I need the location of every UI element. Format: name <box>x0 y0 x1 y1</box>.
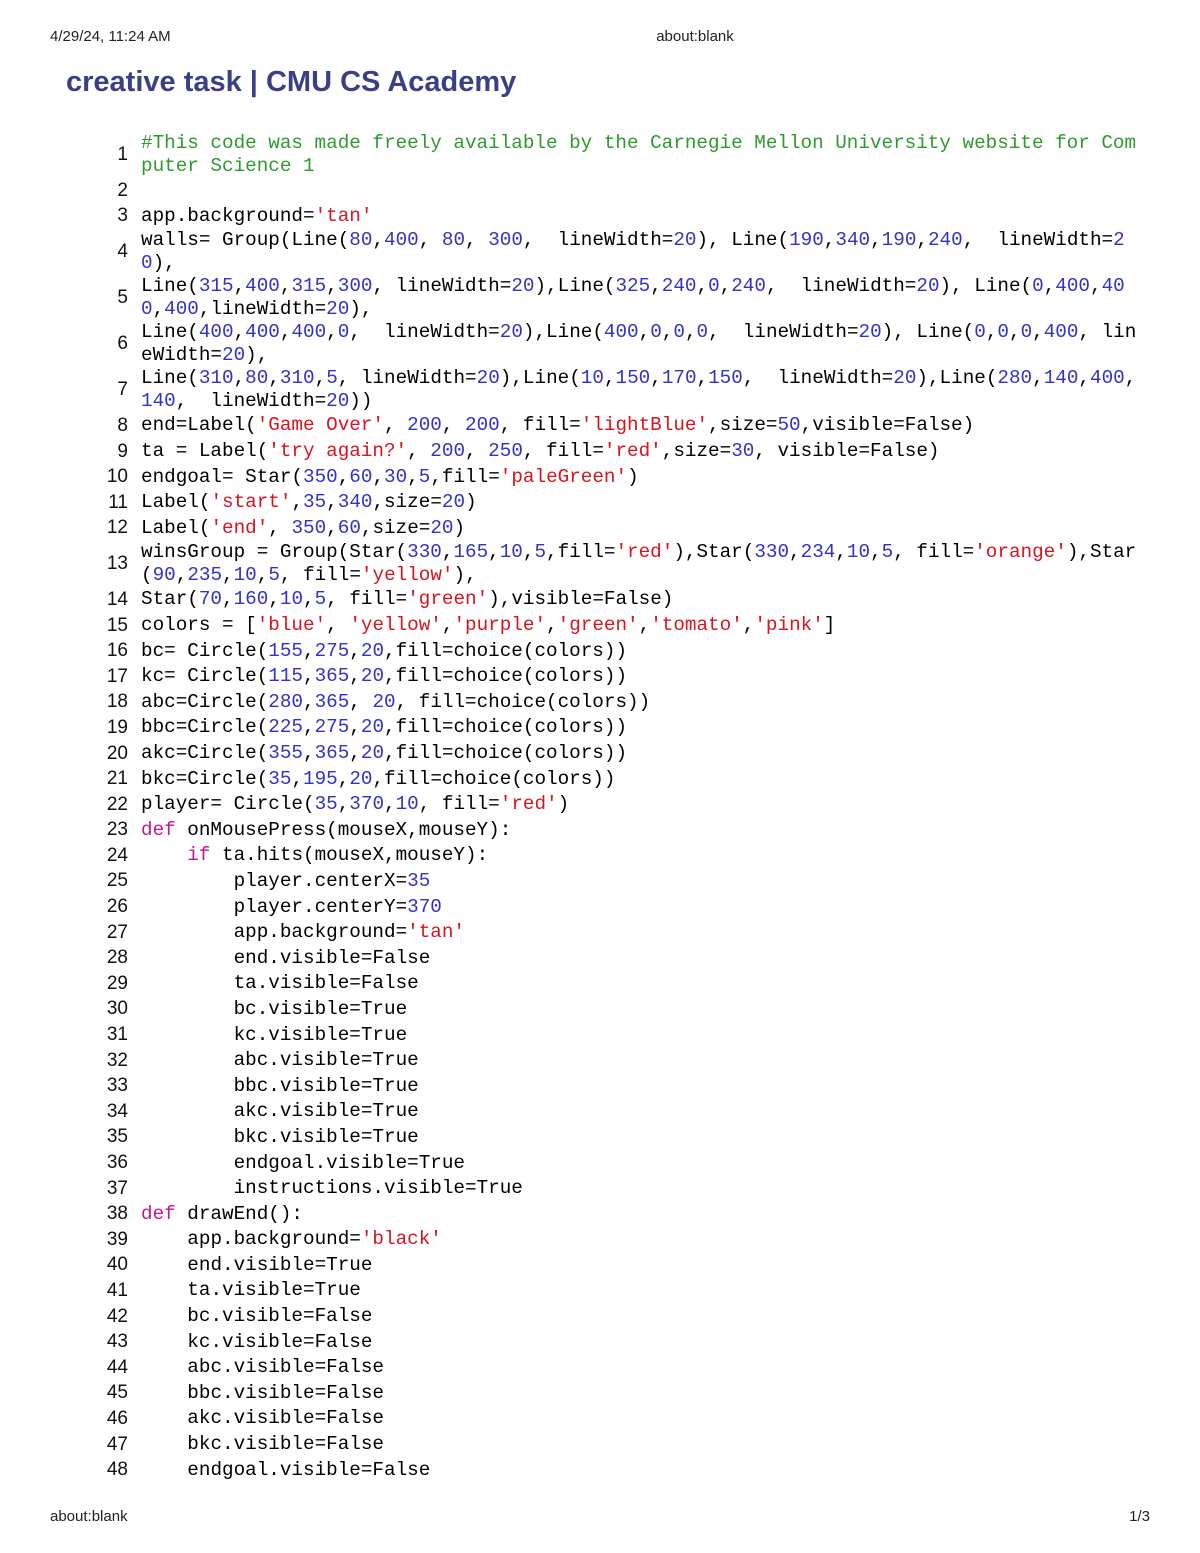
code-line <box>94 229 1140 275</box>
code-line <box>94 945 1140 971</box>
code-line <box>94 971 1140 997</box>
line-number: 11 <box>108 491 128 513</box>
line-number: 14 <box>106 588 128 610</box>
code-line <box>94 818 1140 844</box>
print-url-footer: about:blank <box>50 1508 128 1525</box>
code-line <box>94 321 1140 367</box>
code-text: winsGroup = Group(Star(330,165,10,5,fill='red'),Star(330,234,10,5, fill='orange'),Star(90,235,10,5, fill='yellow'), <box>141 541 1137 587</box>
code-line <box>94 715 1140 741</box>
line-number: 9 <box>117 440 128 462</box>
code-line <box>94 613 1140 639</box>
code-line <box>94 1022 1140 1048</box>
code-line <box>94 439 1140 465</box>
code-text: instructions.visible=True <box>141 1177 523 1200</box>
line-number: 13 <box>106 553 128 575</box>
page-number: 1/3 <box>1129 1508 1150 1525</box>
line-number: 24 <box>106 844 128 866</box>
line-number: 36 <box>106 1152 128 1174</box>
code-text: player.centerX=35 <box>141 869 431 892</box>
line-number: 30 <box>106 998 128 1020</box>
code-text: player.centerY=370 <box>141 895 442 918</box>
code-line <box>94 664 1140 690</box>
line-number: 42 <box>106 1305 128 1327</box>
code-line <box>94 587 1140 613</box>
code-text: Line(315,400,315,300, lineWidth=20),Line(325,240,0,240, lineWidth=20), Line(0,400,400,400,lineWidth=20), <box>141 275 1125 321</box>
code-text: Label('start',35,340,size=20) <box>141 491 477 514</box>
line-number: 29 <box>106 972 128 994</box>
code-text: bc.visible=True <box>141 997 408 1020</box>
line-number: 26 <box>106 896 128 918</box>
code-line <box>94 1125 1140 1151</box>
code-line <box>94 869 1140 895</box>
code-line <box>94 204 1140 230</box>
code-line <box>94 1073 1140 1099</box>
code-text: bkc.visible=True <box>141 1125 419 1148</box>
code-line <box>94 766 1140 792</box>
code-line <box>94 792 1140 818</box>
code-line <box>94 1432 1140 1458</box>
code-text: end=Label('Game Over', 200, 200, fill='lightBlue',size=50,visible=False) <box>141 414 975 437</box>
code-text: bc.visible=False <box>141 1305 373 1328</box>
code-text: abc=Circle(280,365, 20, fill=choice(colors)) <box>141 690 651 713</box>
code-line <box>94 920 1140 946</box>
code-text: if ta.hits(mouseX,mouseY): <box>187 844 489 867</box>
code-text: bbc.visible=True <box>141 1074 419 1097</box>
line-number: 33 <box>106 1075 128 1097</box>
line-number: 5 <box>117 287 128 309</box>
code-text: player= Circle(35,370,10, fill='red') <box>141 793 570 816</box>
code-line <box>94 1227 1140 1253</box>
code-text: abc.visible=False <box>141 1356 384 1379</box>
code-text: kc.visible=False <box>141 1330 373 1353</box>
code-text: endgoal.visible=False <box>141 1458 431 1481</box>
code-text: bkc.visible=False <box>141 1433 384 1456</box>
line-number: 31 <box>106 1024 128 1046</box>
code-line <box>94 1099 1140 1125</box>
code-line <box>94 275 1140 321</box>
code-text: ta.visible=False <box>141 972 419 995</box>
line-number: 20 <box>106 742 128 764</box>
line-number: 23 <box>106 819 128 841</box>
code-text: #This code was made freely available by the Carnegie Mellon University website for Computer Science 1 <box>141 132 1137 177</box>
code-listing <box>94 132 1140 1483</box>
code-line <box>94 1176 1140 1202</box>
code-text: Line(310,80,310,5, lineWidth=20),Line(10,150,170,150, lineWidth=20),Line(280,140,400,140, lineWidth=20)) <box>141 367 1137 413</box>
line-number: 17 <box>106 665 128 687</box>
line-number: 25 <box>106 870 128 892</box>
code-line <box>94 464 1140 490</box>
code-text: akc=Circle(355,365,20,fill=choice(colors)) <box>141 742 628 765</box>
line-number: 38 <box>106 1203 128 1225</box>
line-number: 3 <box>117 205 128 227</box>
code-line <box>94 1304 1140 1330</box>
line-number: 16 <box>106 640 128 662</box>
line-number: 27 <box>106 921 128 943</box>
code-text: abc.visible=True <box>141 1049 419 1072</box>
line-number: 47 <box>106 1433 128 1455</box>
code-line <box>94 1406 1140 1432</box>
line-number: 48 <box>106 1459 128 1481</box>
code-text: app.background='tan' <box>141 921 465 944</box>
code-line <box>94 1329 1140 1355</box>
line-number: 22 <box>106 793 128 815</box>
code-text: app.background='black' <box>141 1228 442 1251</box>
code-line <box>94 997 1140 1023</box>
code-text: kc= Circle(115,365,20,fill=choice(colors)) <box>141 665 628 688</box>
code-line <box>94 843 1140 869</box>
code-text: colors = ['blue', 'yellow','purple','green','tomato','pink'] <box>141 614 836 637</box>
code-text: walls= Group(Line(80,400, 80, 300, lineWidth=20), Line(190,340,190,240, lineWidth=20), <box>141 229 1125 275</box>
code-line <box>94 1457 1140 1483</box>
code-line <box>94 541 1140 587</box>
line-number: 46 <box>106 1407 128 1429</box>
code-text: akc.visible=True <box>141 1100 419 1123</box>
code-line <box>94 1278 1140 1304</box>
line-number: 18 <box>106 691 128 713</box>
line-number: 45 <box>106 1382 128 1404</box>
line-number: 35 <box>106 1126 128 1148</box>
code-text: end.visible=False <box>141 946 431 969</box>
line-number: 15 <box>106 614 128 636</box>
line-number: 12 <box>106 517 128 539</box>
line-number: 40 <box>106 1254 128 1276</box>
code-line <box>94 638 1140 664</box>
line-number: 43 <box>106 1331 128 1353</box>
line-number: 44 <box>106 1356 128 1378</box>
code-line <box>94 178 1140 204</box>
code-text: endgoal.visible=True <box>141 1151 465 1174</box>
code-line <box>94 1150 1140 1176</box>
code-text: akc.visible=False <box>141 1407 384 1430</box>
line-number: 34 <box>106 1100 128 1122</box>
code-text: bkc=Circle(35,195,20,fill=choice(colors)) <box>141 767 616 790</box>
code-line <box>94 1201 1140 1227</box>
code-line <box>94 413 1140 439</box>
print-url-header: about:blank <box>656 28 734 45</box>
line-number: 10 <box>106 466 128 488</box>
code-text: bbc=Circle(225,275,20,fill=choice(colors)) <box>141 716 628 739</box>
code-text: end.visible=True <box>141 1253 373 1276</box>
code-text: Line(400,400,400,0, lineWidth=20),Line(400,0,0,0, lineWidth=20), Line(0,0,0,400, lineWidth=20), <box>141 321 1137 367</box>
line-number: 32 <box>106 1049 128 1071</box>
code-text: bbc.visible=False <box>141 1381 384 1404</box>
code-line <box>94 516 1140 542</box>
code-text: def drawEnd(): <box>141 1202 303 1225</box>
code-line <box>94 367 1140 413</box>
code-text: endgoal= Star(350,60,30,5,fill='paleGreen') <box>141 465 639 488</box>
code-line <box>94 1253 1140 1279</box>
code-text: kc.visible=True <box>141 1023 408 1046</box>
code-text: app.background='tan' <box>141 204 373 227</box>
line-number: 19 <box>106 716 128 738</box>
line-number: 41 <box>106 1279 128 1301</box>
code-text: ta.visible=True <box>141 1279 361 1302</box>
code-line <box>94 1048 1140 1074</box>
code-text: Label('end', 350,60,size=20) <box>141 516 466 539</box>
line-number: 7 <box>117 379 128 401</box>
code-line <box>94 490 1140 516</box>
line-number: 37 <box>106 1177 128 1199</box>
page-title: creative task | CMU CS Academy <box>66 66 517 98</box>
print-datetime: 4/29/24, 11:24 AM <box>50 28 171 45</box>
code-line <box>94 894 1140 920</box>
line-number: 28 <box>106 947 128 969</box>
code-line <box>94 132 1140 178</box>
code-text: bc= Circle(155,275,20,fill=choice(colors)) <box>141 639 628 662</box>
code-line <box>94 690 1140 716</box>
code-line <box>94 741 1140 767</box>
code-text: Star(70,160,10,5, fill='green'),visible=False) <box>141 588 674 611</box>
code-line <box>94 1381 1140 1407</box>
line-number: 1 <box>117 144 128 165</box>
code-line <box>94 1355 1140 1381</box>
line-number: 6 <box>117 333 128 355</box>
line-number: 39 <box>106 1228 128 1250</box>
line-number: 4 <box>117 241 128 263</box>
code-text: def onMousePress(mouseX,mouseY): <box>141 818 512 841</box>
line-number: 21 <box>106 768 128 790</box>
line-number: 8 <box>117 414 128 436</box>
code-text: ta = Label('try again?', 200, 250, fill='red',size=30, visible=False) <box>141 440 940 463</box>
line-number: 2 <box>117 179 128 201</box>
